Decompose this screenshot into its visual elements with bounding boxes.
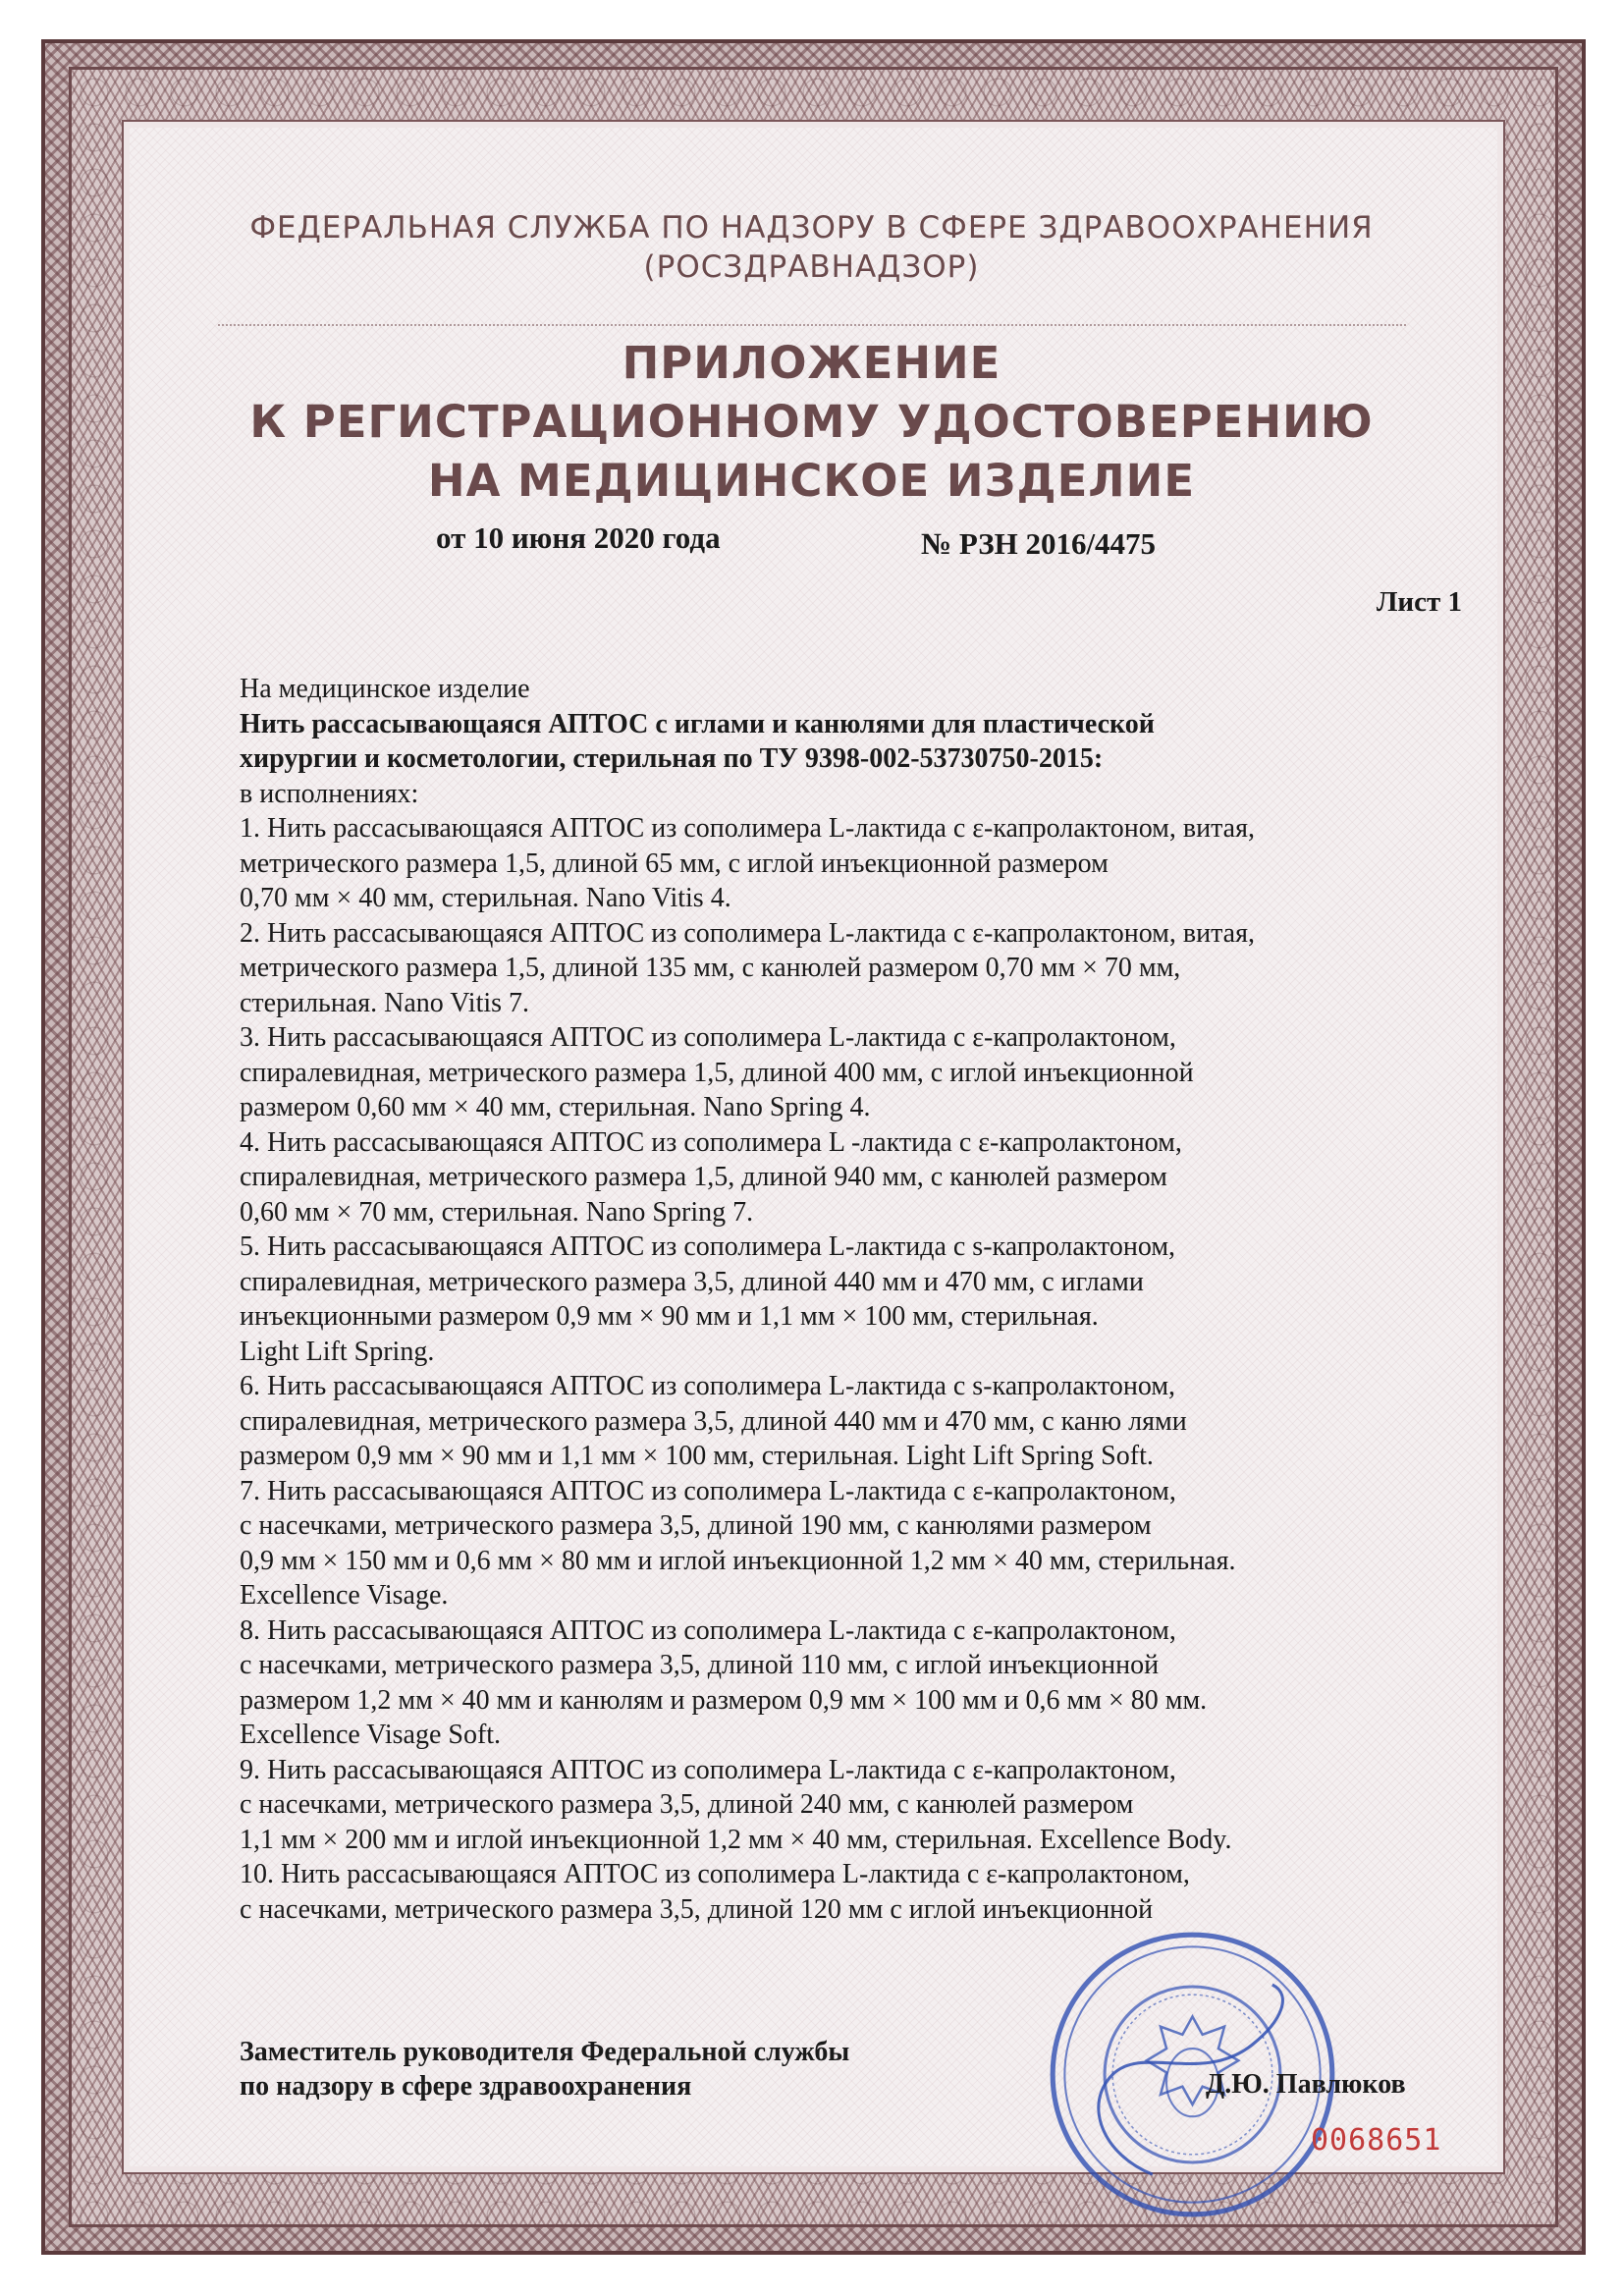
signer-position [240,2035,849,2104]
body-line: спиралевидная, метрического размера 1,5, длиной 400 мм, с иглой инъекционной [240,1057,1194,1088]
body-line: 0,70 мм × 40 мм, стерильная. Nano Vitis 4. [240,883,731,913]
body-line: 1,1 мм × 200 мм и иглой инъекционной 1,2 мм × 40 мм, стерильная. Excellence Body. [240,1824,1232,1855]
body-line: 0,9 мм × 150 мм и 0,6 мм × 80 мм и иглой инъекционной 1,2 мм × 40 мм, стерильная. [240,1545,1236,1576]
body-line: 10. Нить рассасывающаяся АПТОС из сополимера L-лактида с ε-капролактоном, [240,1859,1190,1889]
header-divider [218,324,1406,326]
title-line-2: К РЕГИСТРАЦИОННОМУ УДОСТОВЕРЕНИЮ [249,396,1374,448]
body-line: Excellence Visage Soft. [240,1720,502,1750]
body-line: с насечками, метрического размера 3,5, длиной 240 мм, с канюлей размером [240,1789,1134,1820]
body-line: 9. Нить рассасывающаяся АПТОС из сополимера L-лактида с ε-капролактоном, [240,1754,1176,1785]
body-line: Excellence Visage. [240,1580,449,1611]
document-title [0,334,1623,511]
body-line: 2. Нить рассасывающаяся АПТОС из сополимера L-лактида с ε-капролактоном, витая, [240,917,1255,949]
body-line: На медицинское изделие [240,674,530,704]
body-line: 3. Нить рассасывающаяся АПТОС из сополимера L-лактида с ε-капролактоном, [240,1022,1176,1053]
sheet-number: Лист 1 [1376,586,1462,618]
body-line: 7. Нить рассасывающаяся АПТОС из сополимера L-лактида с ε-капролактоном, [240,1475,1176,1506]
agency-abbreviation: (РОСЗДРАВНАДЗОР) [643,249,980,285]
body-line: метрического размера 1,5, длиной 135 мм, с канюлей размером 0,70 мм × 70 мм, [240,953,1181,983]
body-line: размером 0,60 мм × 40 мм, стерильная. Nano Spring 4. [240,1092,871,1122]
body-line: с насечками, метрического размера 3,5, длиной 120 мм с иглой инъекционной [240,1893,1154,1925]
body-line: 1. Нить рассасывающаяся АПТОС из сополимера L-лактида с ε-капролактоном, витая, [240,813,1255,844]
body-line: Light Lift Spring. [240,1336,435,1367]
body-line: с насечками, метрического размера 3,5, длиной 190 мм, с канюлями размером [240,1510,1152,1541]
signer-name: Д.Ю. Павлюков [1206,2069,1406,2100]
body-line: инъекционными размером 0,9 мм × 90 мм и 1,1 мм × 100 мм, стерильная. [240,1301,1099,1332]
signer-position-line-1: Заместитель руководителя Федеральной службы [240,2037,850,2067]
body-line: спиралевидная, метрического размера 3,5, длиной 440 мм и 470 мм, с иглами [240,1266,1144,1297]
body-line: 5. Нить рассасывающаяся АПТОС из сополимера L-лактида с s-капролактоном, [240,1231,1176,1262]
device-description [240,672,1506,1927]
body-line: Нить рассасывающаяся АПТОС с иглами и канюлями для пластической [240,708,1155,739]
body-line: размером 1,2 мм × 40 мм и канюлям и размером 0,9 мм × 100 мм и 0,6 мм × 80 мм. [240,1684,1208,1716]
body-line: 8. Нить рассасывающаяся АПТОС из сополимера L-лактида с ε-капролактоном, [240,1614,1176,1646]
title-line-3: НА МЕДИЦИНСКОЕ ИЗДЕЛИЕ [427,455,1196,507]
agency-header [0,208,1623,287]
body-line: 6. Нить рассасывающаяся АПТОС из сополимера L-лактида с s-капролактоном, [240,1371,1176,1401]
title-line-1: ПРИЛОЖЕНИЕ [622,337,1001,389]
body-line: в исполнениях: [240,778,419,809]
body-line: метрического размера 1,5, длиной 65 мм, с иглой инъекционной размером [240,847,1109,879]
body-line: размером 0,9 мм × 90 мм и 1,1 мм × 100 мм, стерильная. Light Lift Spring Soft. [240,1441,1154,1471]
document-serial-number: 0068651 [1311,2123,1442,2158]
body-line: 4. Нить рассасывающаяся АПТОС из сополимера L -лактида с ε-капролактоном, [240,1126,1182,1158]
registration-number: № РЗН 2016/4475 [921,526,1157,561]
body-line: хирургии и косметологии, стерильная по ТУ 9398-002-53730750-2015: [240,743,1104,774]
body-line: спиралевидная, метрического размера 3,5, длиной 440 мм и 470 мм, с каню лями [240,1405,1187,1437]
signer-position-line-2: по надзору в сфере здравоохранения [240,2071,692,2102]
body-line: с насечками, метрического размера 3,5, длиной 110 мм, с иглой инъекционной [240,1650,1160,1680]
body-line: спиралевидная, метрического размера 1,5, длиной 940 мм, с канюлей размером [240,1162,1167,1192]
body-line: 0,60 мм × 70 мм, стерильная. Nano Spring 7. [240,1196,754,1228]
issue-date: от 10 июня 2020 года [436,520,721,555]
body-line: стерильная. Nano Vitis 7. [240,987,530,1018]
agency-name: ФЕДЕРАЛЬНАЯ СЛУЖБА ПО НАДЗОРУ В СФЕРЕ ЗДРАВООХРАНЕНИЯ [249,210,1374,246]
